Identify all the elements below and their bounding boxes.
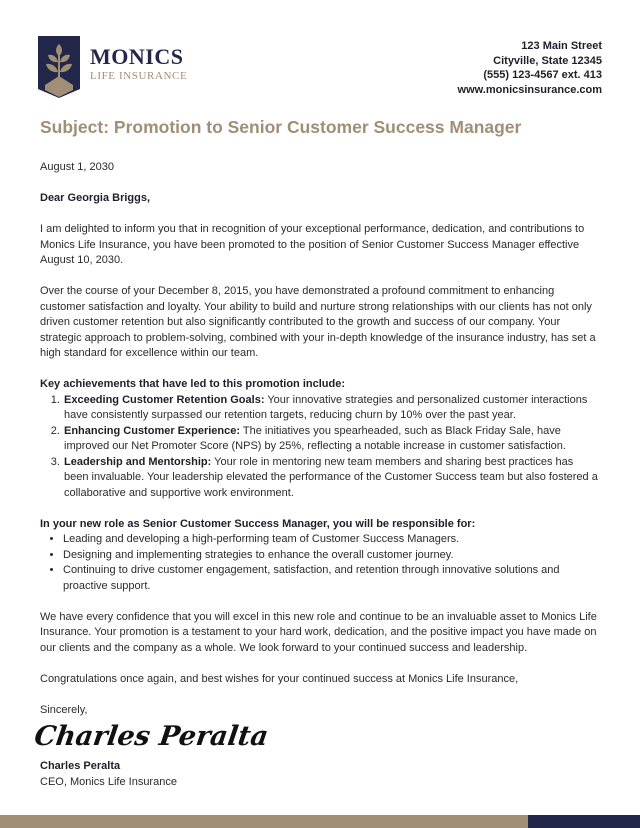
list-item: • Leading and developing a high-performing team of Customer Success Managers.	[63, 532, 598, 548]
company-phone: (555) 123-4567 ext. 413	[483, 69, 602, 81]
achievement-text: The initiatives you spearheaded, such as Black Friday Sale, have improved our Net Promoter Score (NPS) by 25%, reflecting a notable increase in customer satisfaction.	[64, 424, 566, 452]
address-street: 123 Main Street	[521, 40, 602, 52]
achievements-heading: Key achievements that have led to this promotion include:	[40, 378, 346, 390]
list-item	[63, 424, 598, 455]
signature-text: Charles Peralta	[32, 721, 271, 752]
company-website[interactable]: www.monicsinsurance.com	[457, 83, 602, 96]
company-name: MONICS	[90, 44, 184, 69]
paragraph-confidence: We have every confidence that you will excel in this new role and continue to be an invaluable asset to Monics Life Insurance. Your promotion is a testament to your hard work, dedication, and the positive impact you have made on our clients and the company as a whole. We look forward to your continued success and leadership.	[40, 610, 597, 654]
footer-bar-tan	[0, 815, 528, 828]
company-address	[458, 39, 602, 97]
letterhead	[0, 0, 640, 110]
footer-bar-navy	[528, 815, 640, 828]
handwritten-signature	[32, 712, 271, 756]
list-item	[63, 393, 598, 424]
logo-tree-icon	[38, 36, 80, 98]
company-subtitle: LIFE INSURANCE	[90, 70, 188, 82]
paragraph-history: Over the course of your December 8, 2015, you have demonstrated a profound commitment to enhancing customer satisfaction and loyalty. Your ability to build and nurture strong relationships with our clients has not only driven customer retention but also significantly contributed to the growth and success of our company. Your strategic approach to problem-solving, combined with your in-depth knowledge of the insurance industry, has set a high standard for excellence within our team.	[40, 285, 596, 359]
list-item: • Designing and implementing strategies to enhance the overall customer journey.	[63, 548, 598, 564]
letter-date: August 1, 2030	[40, 161, 115, 173]
address-city: Cityville, State 12345	[493, 54, 602, 67]
paragraph-congratulations: Congratulations once again, and best wishes for your continued success at Monics Life Insurance,	[40, 672, 519, 685]
list-item	[63, 455, 598, 502]
salutation: Dear Georgia Briggs,	[40, 192, 151, 204]
signer-block	[40, 759, 177, 790]
list-item: • Continuing to drive customer engagement, satisfaction, and retention through innovative solutions and proactive support.	[63, 563, 598, 594]
signer-title: CEO, Monics Life Insurance	[40, 775, 177, 788]
achievement-text: Your role in mentoring new team members and sharing best practices has been invaluable. Your leadership elevated the performance of the Customer Success team but also fostered a collaborative and supportive work environment.	[64, 455, 598, 499]
responsibilities-heading: In your new role as Senior Customer Success Manager, you will be responsible for:	[40, 517, 476, 530]
achievement-title: Exceeding Customer Retention Goals:	[64, 393, 265, 406]
paragraph-intro: I am delighted to inform you that in recognition of your exceptional performance, dedication, and contributions to Monics Life Insurance, you have been promoted to the position of Senior Customer Success Manager effective August 10, 2030.	[40, 223, 585, 266]
closing: Sincerely,	[40, 703, 88, 716]
achievement-title: Enhancing Customer Experience:	[64, 424, 241, 437]
letter-subject: Subject: Promotion to Senior Customer Success Manager	[40, 117, 522, 137]
company-logo	[38, 36, 187, 98]
achievement-text: Your innovative strategies and personalized customer interactions have consistently surpassed our retention targets, reducing churn by 10% over the past year.	[64, 393, 588, 421]
letter-body	[40, 160, 598, 718]
achievement-title: Leadership and Mentorship:	[64, 455, 212, 468]
responsibilities-list	[63, 532, 598, 594]
signer-name: Charles Peralta	[40, 760, 121, 772]
achievements-list	[63, 393, 598, 502]
